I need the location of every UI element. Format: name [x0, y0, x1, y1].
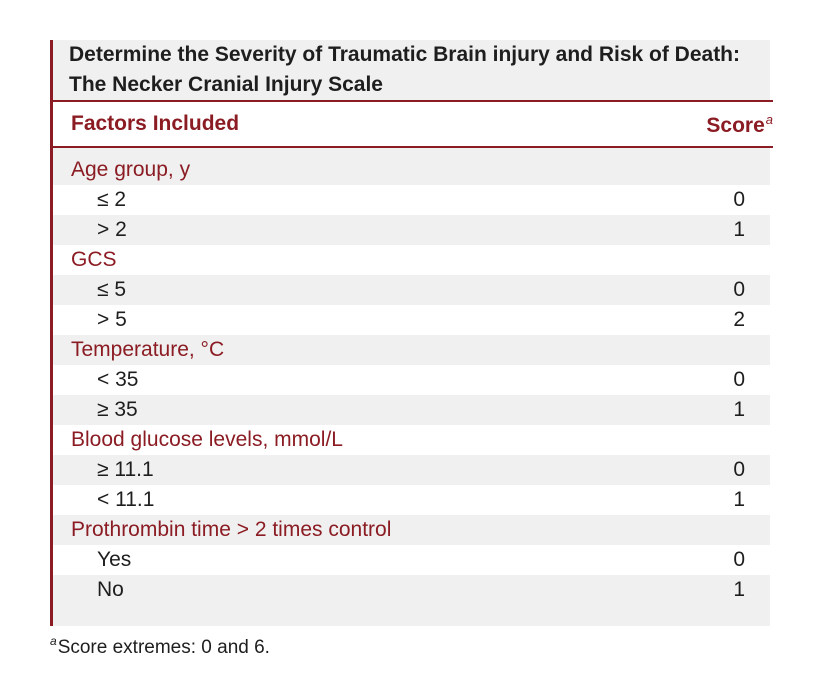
- group-row: [53, 335, 773, 365]
- table-frame: [50, 40, 773, 626]
- table-row: [53, 185, 773, 215]
- score-value: 1: [733, 578, 745, 601]
- table-row: [53, 395, 773, 425]
- row-label: ≤ 2: [97, 188, 127, 211]
- row-label: ≥ 11.1: [97, 458, 154, 481]
- row-label: Yes: [97, 548, 132, 571]
- header-factors: Factors Included: [71, 112, 240, 135]
- group-row: [53, 245, 773, 275]
- row-label: < 11.1: [97, 488, 155, 511]
- group-row: [53, 515, 773, 545]
- row-label: > 5: [97, 308, 127, 331]
- group-label: Age group, y: [71, 158, 191, 181]
- header-score-marker: a: [765, 112, 773, 127]
- table-row: [53, 575, 773, 605]
- table-row: [53, 305, 773, 335]
- group-row: [53, 155, 773, 185]
- score-value: 0: [733, 368, 745, 391]
- table-row: [53, 365, 773, 395]
- score-value: 1: [733, 218, 745, 241]
- footnote-marker: a: [50, 634, 57, 648]
- header-score-label: Score: [706, 114, 765, 137]
- group-row: [53, 425, 773, 455]
- row-label: ≥ 35: [97, 398, 138, 421]
- table-row: [53, 455, 773, 485]
- score-value: 2: [733, 308, 745, 331]
- table-title: Determine the Severity of Traumatic Brain injury and Risk of Death: The Necker Cranial Injury Scale: [69, 43, 741, 96]
- row-label: > 2: [97, 218, 127, 241]
- table-body: [53, 155, 773, 605]
- header-rule: [53, 146, 773, 148]
- score-value: 0: [733, 278, 745, 301]
- group-label: GCS: [71, 248, 117, 271]
- header-score: [706, 112, 773, 138]
- score-value: 1: [733, 398, 745, 421]
- score-value: 0: [733, 548, 745, 571]
- footnote-text: Score extremes: 0 and 6.: [57, 637, 270, 658]
- table-header: [53, 102, 773, 146]
- score-value: 0: [733, 458, 745, 481]
- group-label: Prothrombin time > 2 times control: [71, 518, 392, 541]
- table-row: [53, 215, 773, 245]
- table-row: [53, 275, 773, 305]
- score-value: 1: [733, 488, 745, 511]
- score-value: 0: [733, 188, 745, 211]
- table-row: [53, 485, 773, 515]
- group-label: Blood glucose levels, mmol/L: [71, 428, 343, 451]
- row-label: ≤ 5: [97, 278, 127, 301]
- table-footnote: [50, 634, 270, 659]
- table-row: [53, 545, 773, 575]
- group-label: Temperature, °C: [71, 338, 225, 361]
- row-label: No: [97, 578, 124, 601]
- row-label: < 35: [97, 368, 139, 391]
